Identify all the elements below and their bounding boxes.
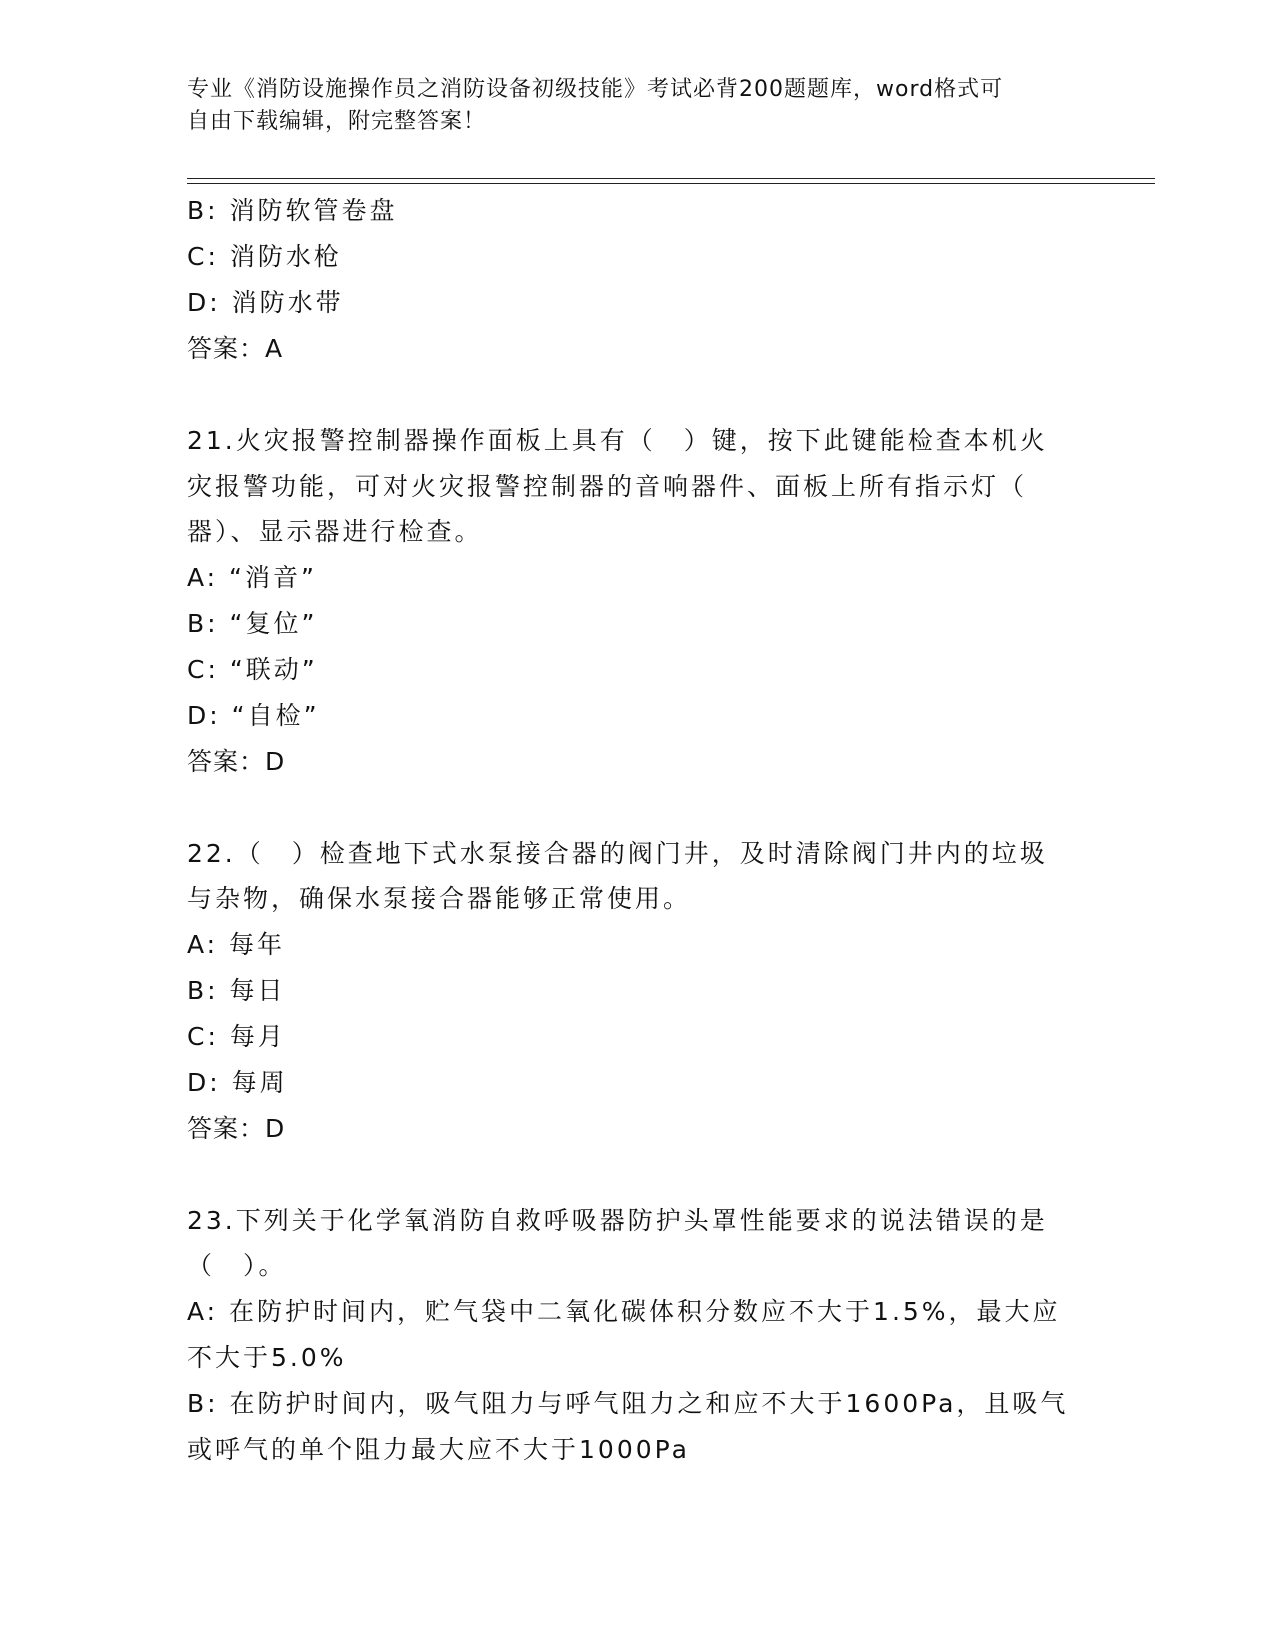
header-line-1: 专业《消防设施操作员之消防设备初级技能》考试必背200题题库，word格式可 <box>187 77 1004 102</box>
header-rule-top <box>187 178 1155 179</box>
question-text-line: （ ）。 <box>187 1251 287 1280</box>
question-text-line: 21.火灾报警控制器操作面板上具有（ ）键，按下此键能检查本机火 <box>187 426 1048 455</box>
option-c: C: “联动” <box>187 654 318 684</box>
option-a: A: 在防护时间内，贮气袋中二氧化碳体积分数应不大于1.5%，最大应 <box>187 1296 1061 1326</box>
option-d: D: 每周 <box>187 1067 288 1097</box>
question-text-line: 器）、显示器进行检查。 <box>187 517 483 546</box>
option-a: A: 每年 <box>187 929 286 959</box>
option-b: B: “复位” <box>187 608 318 638</box>
question-text-line: 灾报警功能，可对火灾报警控制器的音响器件、面板上所有指示灯（ <box>187 471 1028 501</box>
question-22 <box>187 831 1087 1152</box>
question-text-line: 22.（ ）检查地下式水泵接合器的阀门井，及时清除阀门井内的垃圾 <box>187 838 1048 868</box>
question-23 <box>187 1198 1087 1473</box>
answer-line: 答案：D <box>187 746 286 776</box>
question-21 <box>187 418 1087 785</box>
option-b: B: 消防软管卷盘 <box>187 196 398 225</box>
option-b-continued: 或呼气的单个阻力最大应不大于1000Pa <box>187 1434 690 1464</box>
answer-line: 答案：D <box>187 1113 286 1143</box>
option-b: B: 每日 <box>187 975 286 1005</box>
option-a: A: “消音” <box>187 562 317 592</box>
option-c: C: 每月 <box>187 1021 286 1051</box>
document-body <box>187 188 1087 1473</box>
question-text-line: 与杂物，确保水泵接合器能够正常使用。 <box>187 884 692 913</box>
question-text-line: 23.下列关于化学氧消防自救呼吸器防护头罩性能要求的说法错误的是 <box>187 1205 1048 1235</box>
option-c: C: 消防水枪 <box>187 242 342 271</box>
option-b: B: 在防护时间内，吸气阻力与呼气阻力之和应不大于1600Pa，且吸气 <box>187 1388 1069 1418</box>
option-d: D: 消防水带 <box>187 288 344 317</box>
header-rule-bottom <box>187 183 1155 184</box>
option-a-continued: 不大于5.0% <box>187 1342 347 1372</box>
question-20-tail <box>187 188 1087 372</box>
option-d: D: “自检” <box>187 700 320 730</box>
document-header <box>187 74 1087 138</box>
answer-line: 答案：A <box>187 334 284 363</box>
header-line-2: 自由下载编辑，附完整答案！ <box>187 109 487 134</box>
